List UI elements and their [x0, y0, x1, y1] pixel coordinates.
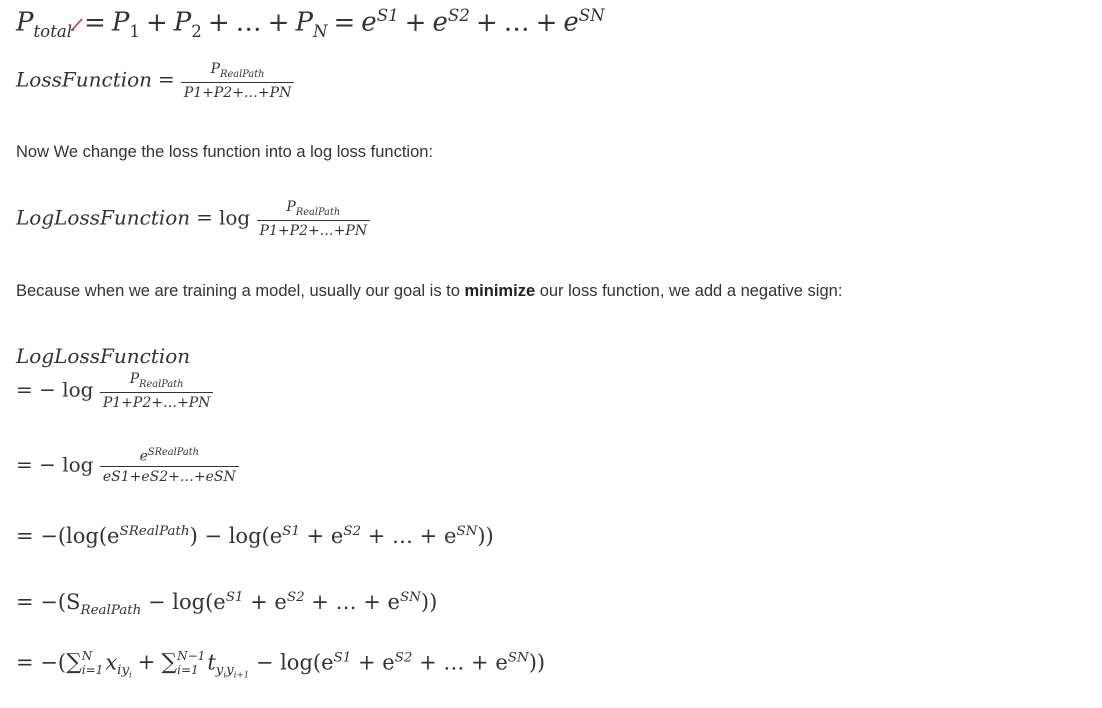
- x-term: x: [105, 650, 118, 675]
- pn-sub: N: [312, 21, 328, 41]
- sum1-limits: [82, 650, 104, 678]
- sum-lower: i=1: [81, 662, 104, 677]
- loss-fraction: [181, 62, 295, 100]
- plus-exp: + e: [299, 524, 344, 548]
- derivation-lhs: [16, 344, 190, 368]
- x-sub: iy: [117, 663, 130, 679]
- denominator: P1+P2+…+PN: [183, 84, 292, 101]
- t-sub: y: [215, 663, 224, 679]
- exp-base: e: [361, 7, 377, 38]
- numerator-base: e: [139, 448, 148, 465]
- step2-fraction: [100, 448, 239, 484]
- p2-sub: 2: [191, 21, 202, 41]
- summation-symbol: ∑: [66, 650, 82, 676]
- dots-exp: + … + e: [361, 524, 457, 548]
- plus-sign: +: [267, 7, 290, 38]
- numerator-sub: RealPath: [220, 68, 265, 80]
- exp-base: e: [432, 7, 448, 38]
- paragraph-negative-sign: [16, 282, 842, 301]
- pen-edit-icon: [70, 17, 84, 31]
- exp-sn: SN: [399, 590, 421, 605]
- numerator-var: P: [286, 199, 296, 215]
- t-sub-a: i: [223, 671, 227, 682]
- plus-sign: +: [207, 7, 230, 38]
- exp-sn: SN: [578, 6, 605, 25]
- step5-part-b: − log(e: [249, 650, 334, 675]
- exp-s2: S2: [286, 590, 305, 605]
- pn-var: P: [295, 7, 313, 38]
- p1-var: P: [111, 7, 130, 38]
- plus-exp: + e: [243, 590, 287, 614]
- p-total-var: P: [16, 7, 34, 38]
- exp-s2: S2: [394, 650, 413, 666]
- paragraph-log-loss-intro: Now We change the loss function into a log loss function:: [16, 143, 434, 161]
- x-sub-sub: i: [129, 671, 132, 682]
- equals-sign: =: [158, 67, 175, 92]
- dots-exp: + … + e: [304, 590, 400, 614]
- paragraph-text-after: our loss function, we add a negative sign:: [535, 282, 843, 300]
- plus-sign: +: [475, 7, 498, 38]
- log-operator: log: [218, 205, 251, 230]
- emphasis-minimize: minimize: [464, 282, 536, 300]
- numerator-sub: RealPath: [295, 206, 341, 218]
- log-loss-label: LogLossFunction: [16, 205, 191, 230]
- denominator: P1+P2+…+PN: [102, 394, 211, 411]
- s-real-path-sub: RealPath: [80, 603, 142, 619]
- log-loss-function-equation: [16, 200, 370, 238]
- plus-sign: +: [535, 7, 558, 38]
- denominator: eS1+eS2+…+eSN: [102, 468, 236, 485]
- p1-sub: 1: [129, 21, 140, 41]
- step3-part-b: ) − log(e: [189, 524, 283, 548]
- step3-part-a: = −(log(e: [16, 524, 120, 548]
- t-term: t: [207, 650, 216, 675]
- numerator-var: P: [210, 61, 221, 77]
- exp-sn: SN: [456, 524, 478, 539]
- exp-s1: S1: [282, 524, 300, 539]
- numerator-exponent: SRealPath: [147, 447, 199, 458]
- p-total-sub: total: [33, 21, 73, 41]
- p2-var: P: [173, 7, 192, 38]
- exp-s2: S2: [343, 524, 362, 539]
- exp-s1: S1: [225, 590, 244, 605]
- plus-sign: +: [145, 7, 168, 38]
- equals-sign: =: [84, 7, 106, 38]
- log-loss-fraction: [257, 200, 371, 238]
- step4-part-a: = −(S: [16, 590, 81, 614]
- closing-parens: )): [528, 650, 546, 675]
- derivation-step-1: [16, 372, 213, 410]
- derivation-step-5: = −(∑ N i=1 $x_{iy_i}+$ ∑ N−1 i=1 $t_{y_iy_{i+1}} - \log(e^{S1} + e^{S2}$ + … + $e^{SN}$)): [16, 649, 546, 682]
- step5-prefix: = −(: [16, 650, 67, 675]
- sum2-limits: [177, 650, 205, 678]
- numerator-var: P: [129, 371, 140, 387]
- log-loss-label: LogLossFunction: [16, 344, 191, 368]
- loss-function-label: LossFunction: [16, 67, 153, 92]
- exp-s1: S1: [333, 650, 352, 666]
- t-sub-b: y: [226, 663, 234, 679]
- t-sub-c: i+1: [233, 671, 250, 682]
- closing-parens: )): [477, 524, 494, 548]
- step1-fraction: [100, 372, 214, 410]
- sum-lower: i=1: [177, 662, 199, 677]
- ellipsis: …: [235, 7, 262, 38]
- exp-sn: SN: [507, 650, 529, 666]
- step4-part-b: − log(e: [141, 590, 226, 614]
- closing-parens: )): [420, 590, 438, 614]
- derivation-step-2: [16, 448, 239, 484]
- derivation-step-4: [16, 590, 437, 618]
- sum-upper: N−1: [177, 649, 206, 663]
- p-total-equation: [16, 6, 605, 41]
- exp-base: e: [563, 7, 579, 38]
- exp-real-path: SRealPath: [119, 524, 190, 539]
- equals-sign: =: [333, 7, 356, 38]
- dots-exp: + … + e: [412, 650, 508, 675]
- summation-symbol: ∑: [161, 650, 178, 676]
- derivation-step-3: [16, 524, 494, 548]
- denominator: P1+P2+…+PN: [259, 222, 368, 239]
- plus-exp: + e: [351, 650, 395, 675]
- step-prefix: = − log: [16, 452, 94, 477]
- numerator-sub: RealPath: [139, 378, 184, 390]
- step-prefix: = − log: [16, 377, 94, 402]
- equals-sign: =: [196, 205, 213, 230]
- sum-upper: N: [81, 649, 93, 663]
- exp-s2: S2: [447, 6, 470, 25]
- paragraph-text-before: Because when we are training a model, usually our goal is to: [16, 282, 465, 300]
- loss-function-equation: [16, 62, 294, 100]
- plus-sign: +: [404, 7, 427, 38]
- exp-s1: S1: [376, 6, 399, 25]
- ellipsis: …: [503, 7, 530, 38]
